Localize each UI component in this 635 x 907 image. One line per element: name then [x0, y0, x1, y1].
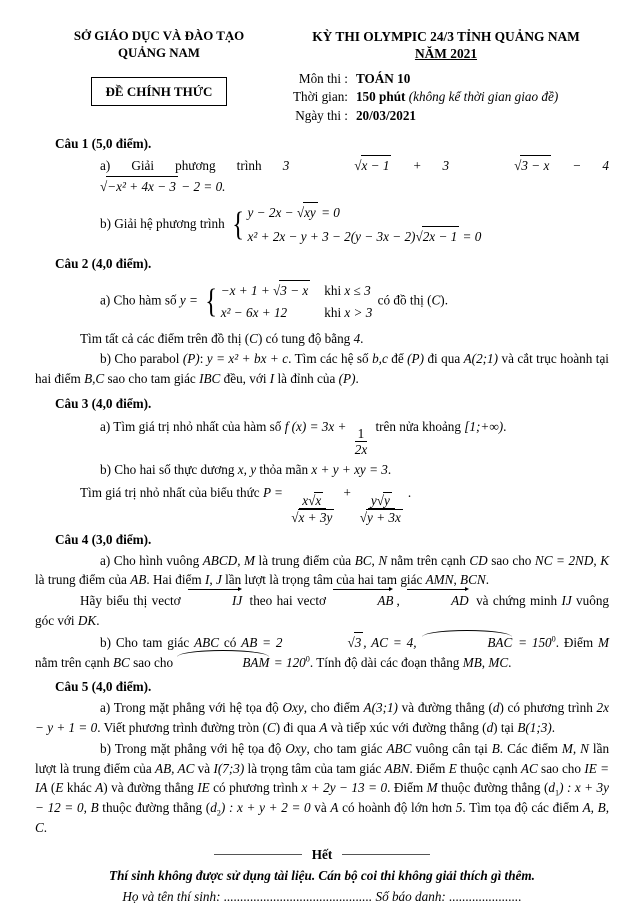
candidate-number-dots: ...................... [449, 889, 522, 905]
question-4-title: Câu 4 (3,0 điểm). [55, 531, 152, 547]
question-2-part-a: a) Cho hàm số y = { −x + 1 + √3 − x khi x ≤ 3 x² − 6x + 12 khi x > 3 có đồ thị (C). [35, 277, 609, 326]
question-1-part-a: a) Giải phương trình 3 √x − 1 + 3 √3 − x − 4√−x² + 4x − 3 − 2 = 0. [35, 155, 609, 197]
exam-year: NĂM 2021 [414, 46, 478, 62]
question-3-part-a: a) Tìm giá trị nhỏ nhất của hàm số f (x) = 3x + $\frac{1}{2x}$ trên nửa khoảng [1;+∞). [100, 418, 507, 458]
header-left-column [35, 28, 283, 125]
subject-row [293, 70, 558, 88]
question-4-part-a-vectors: Hãy biểu thị vectơ IJ theo hai vectơ AB , AD và chứng minh IJ vuông góc với DK. [35, 593, 610, 629]
question-5-part-a: a) Trong mặt phẳng với hệ tọa độ Oxy, cho điểm A(3;1) và đường thẳng (d) có phương trình 2x − y + 1 = 0. Viết phương trình đường tròn (C) đi qua A và tiếp xúc với đường thẳng (d) tại B(1;3). [35, 700, 609, 736]
question-5-title: Câu 5 (4,0 điểm). [55, 679, 152, 695]
official-exam-box [91, 77, 228, 107]
issuing-authority [74, 28, 244, 62]
candidate-info-line [35, 887, 609, 907]
question-1-title: Câu 1 (5,0 điểm). [55, 136, 152, 152]
question-1-part-b: b) Giải hệ phương trình { y − 2x − √xy = 0 x² + 2x − y + 3 − 2(y − 3x − 2)√2x − 1 = 0 [35, 200, 609, 250]
question-3-part-b: b) Cho hai số thực dương x, y thỏa mãn x + y + xy = 3. [100, 462, 392, 478]
candidate-name-label: Họ và tên thí sinh: [122, 889, 224, 905]
duration-value: 150 phút (không kể thời gian giao đề) [355, 89, 559, 105]
authority-line1: SỞ GIÁO DỤC VÀ ĐÀO TẠO [73, 29, 245, 43]
date-row [293, 107, 558, 125]
exam-rules-note: Thí sinh không được sử dụng tài liệu. Cán bộ coi thi không giải thích gì thêm. [109, 867, 535, 883]
duration-row [293, 88, 558, 106]
duration-label: Thời gian: [293, 89, 348, 105]
exam-title: KỲ THI OLYMPIC 24/3 TỈNH QUẢNG NAM [312, 29, 580, 44]
header-right-column [283, 28, 609, 125]
duration-note: (không kể thời gian giao đề) [408, 89, 559, 105]
authority-line2: QUẢNG NAM [117, 45, 200, 60]
question-2-part-a-note: Tìm tất cả các điểm trên đồ thị (C) có tung độ bằng 4. [80, 330, 364, 346]
separator-line-right [342, 854, 430, 855]
separator-line-left [214, 854, 302, 855]
question-4-part-b: b) Cho tam giác ABC có AB = 2 √3 , AC = 4, BAC = $150^0$. Điểm M nằm trên cạnh BC sao cho BAM = $120^0$. Tính độ dài các đoạn thẳng MB, MC. [35, 632, 609, 673]
question-2-part-b: b) Cho parabol (P): y = x² + bx + c. Tìm các hệ số b,c để (P) đi qua A(2;1) và cắt trục hoành tại hai điểm B,C sao cho tam giác IBC đều, với I là đỉnh của (P). [35, 351, 609, 387]
candidate-number-label: Số báo danh: [372, 889, 450, 905]
end-separator [35, 845, 609, 865]
question-3-title: Câu 3 (4,0 điểm). [55, 396, 152, 412]
end-label: Hết [311, 846, 333, 862]
question-3-part-b-expression: Tìm giá trị nhỏ nhất của biểu thức P = $\frac{x√x}{√x + 3y}$ + $\frac{y√y}{√y + 3x}$ . [80, 485, 412, 525]
exam-meta [293, 70, 558, 125]
date-label: Ngày thi : [295, 107, 348, 123]
official-exam-label: ĐỀ CHÍNH THỨC [105, 83, 213, 99]
subject-label: Môn thi : [298, 70, 348, 86]
question-2-title: Câu 2 (4,0 điểm). [55, 256, 152, 272]
question-5-part-b: b) Trong mặt phẳng với hệ tọa độ Oxy, cho tam giác ABC vuông cân tại B. Các điểm M, N lần lượt là trung điểm của AB, AC và I(7;3) là trọng tâm của tam giác ABN. Điểm E thuộc cạnh AC sao cho IE = IA (E khác A) và đường thẳng IE có phương trình x + 2y − 13 = 0. Điểm M thuộc đường thẳng $(d_1)$ : x + 3y − 12 = 0, B thuộc đường thẳng $(d_2)$ : x + y + 2 = 0 và A có hoành độ lớn hơn 5. Tìm tọa độ các điểm A, B, C. [35, 740, 610, 835]
question-4-part-a: a) Cho hình vuông ABCD, M là trung điểm của BC, N nằm trên cạnh CD sao cho NC = 2ND, K là trung điểm của AB. Hai điểm I, J lần lượt là trọng tâm của hai tam giác AMN, BCN. [35, 552, 610, 588]
exam-header [35, 28, 609, 125]
subject-value: TOÁN 10 [355, 70, 411, 86]
date-value: 20/03/2021 [355, 107, 417, 123]
candidate-name-dots: ............................................. [223, 889, 373, 905]
